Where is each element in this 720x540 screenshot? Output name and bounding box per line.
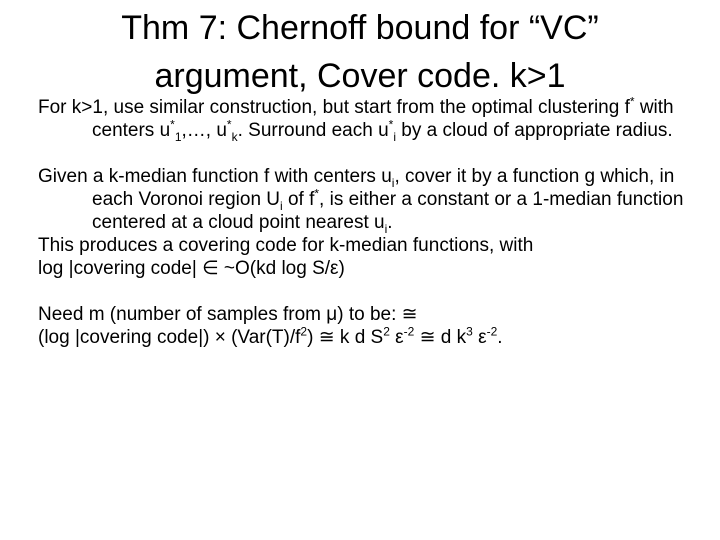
paragraph-samples: Need m (number of samples from μ) to be: ≅ bbox=[38, 304, 418, 325]
title-line-1: Thm 7: Chernoff bound for “VC” bbox=[121, 9, 599, 47]
text-run: with centers u bbox=[92, 97, 674, 141]
superscript: 3 bbox=[466, 324, 473, 339]
text-run: ε bbox=[472, 327, 487, 348]
text-run: . Surround each u bbox=[237, 120, 389, 141]
text-run: ε bbox=[389, 327, 404, 348]
title-line-2: argument, Cover code. k>1 bbox=[154, 57, 566, 95]
superscript: * bbox=[629, 94, 635, 109]
text-run: . bbox=[497, 327, 503, 348]
text-run: (log |covering code|) × (Var(T)/f bbox=[38, 327, 301, 348]
paragraph-result: This produces a covering code for k-median functions, with bbox=[38, 235, 534, 256]
subscript: i bbox=[391, 175, 395, 190]
superscript: 2 bbox=[383, 324, 390, 339]
subscript: i bbox=[384, 221, 388, 236]
superscript: -2 bbox=[486, 324, 498, 339]
text-run: , is either a constant or a 1-median function centered at a cloud point nearest u bbox=[92, 189, 684, 233]
subscript: i bbox=[280, 198, 283, 213]
text-run: ,…, u bbox=[181, 120, 227, 141]
text-run: For k>1, use similar construction, but start from the optimal clustering f bbox=[38, 97, 630, 118]
subscript: k bbox=[231, 129, 238, 144]
text-run: Given a k-median function f with centers u bbox=[38, 166, 392, 187]
paragraph-construction bbox=[38, 96, 688, 142]
text-run: , cover it by a function g which, in each Voronoi region U bbox=[92, 166, 675, 210]
text-run: of f bbox=[282, 189, 315, 210]
paragraph-log-bound: log |covering code| ∈ ~O(kd log S/ε) bbox=[38, 258, 345, 279]
spacer bbox=[38, 280, 688, 303]
paragraph-formula bbox=[38, 326, 688, 349]
text-run: ≅ d k bbox=[414, 327, 467, 348]
subscript: i bbox=[393, 129, 396, 144]
superscript: -2 bbox=[403, 324, 415, 339]
text-run: by a cloud of appropriate radius. bbox=[395, 120, 673, 141]
superscript: * bbox=[388, 117, 394, 132]
paragraph-covering bbox=[38, 165, 688, 234]
superscript: * bbox=[226, 117, 232, 132]
superscript: * bbox=[314, 186, 320, 201]
superscript: * bbox=[170, 117, 175, 132]
text-run: . bbox=[387, 212, 393, 233]
slide-title bbox=[0, 4, 720, 100]
subscript: 1 bbox=[174, 129, 182, 144]
spacer bbox=[38, 142, 688, 165]
slide-body bbox=[38, 96, 688, 349]
text-run: ) ≅ k d S bbox=[307, 327, 384, 348]
superscript: 2 bbox=[300, 324, 308, 339]
